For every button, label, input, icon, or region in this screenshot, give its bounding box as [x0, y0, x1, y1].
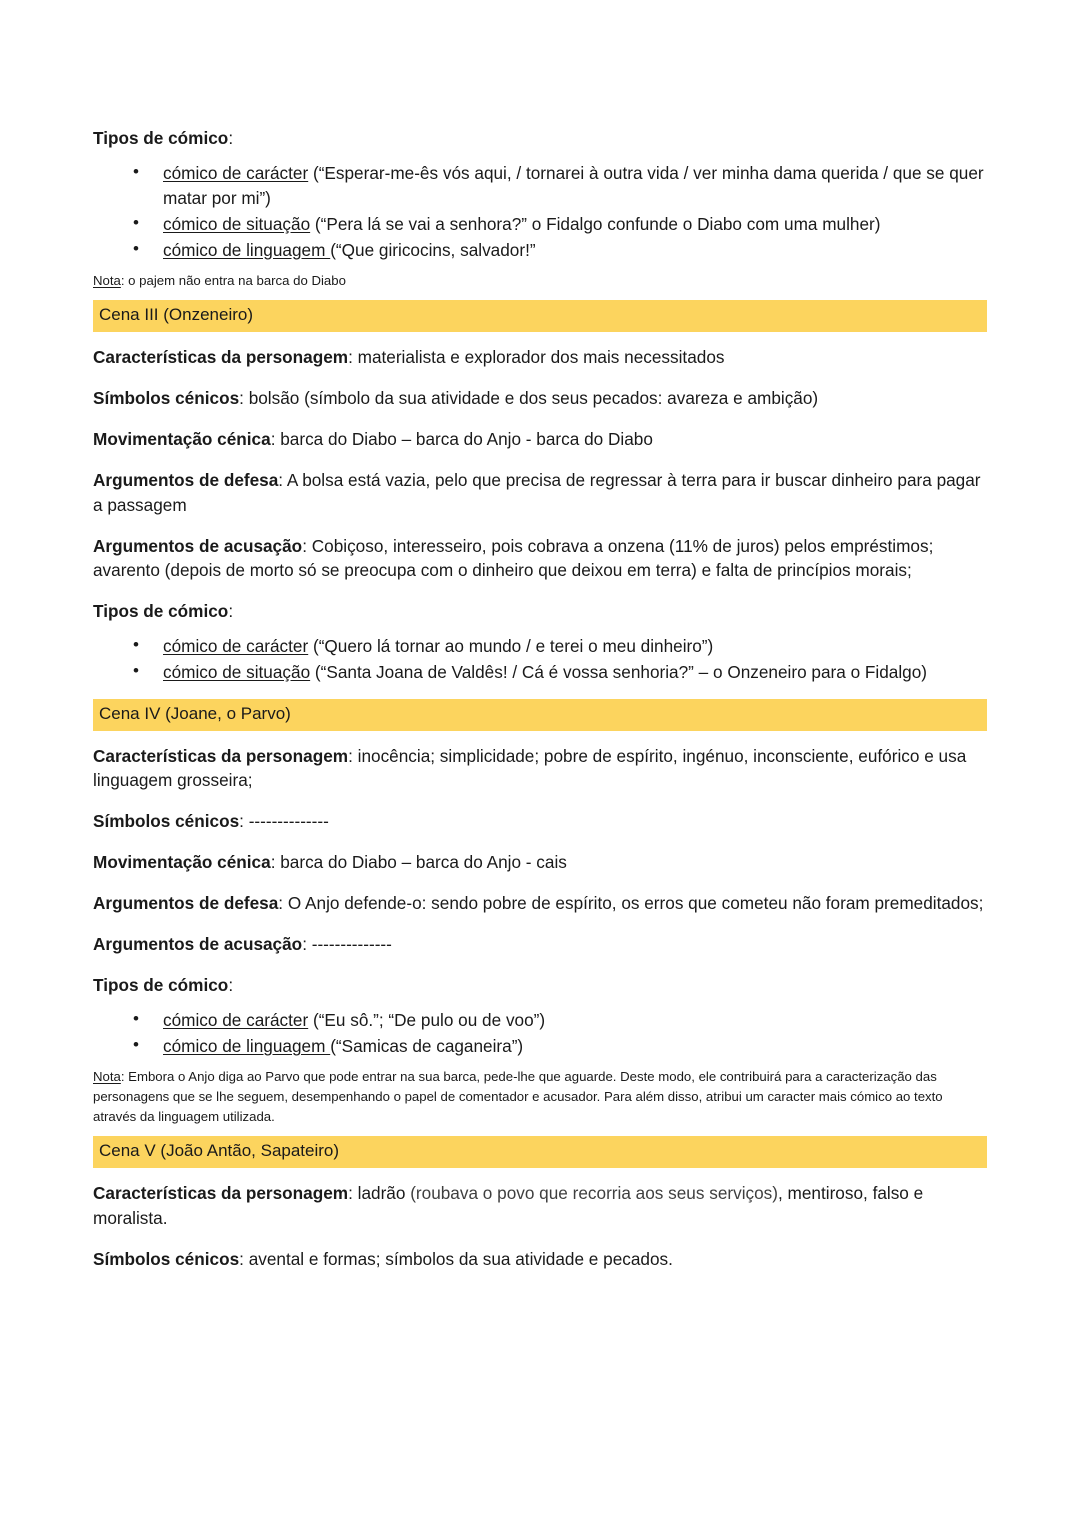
intro-comic-types-label: [93, 126, 989, 151]
field-label: Símbolos cénicos: [93, 1248, 240, 1269]
comic-quote: (“Santa Joana de Valdês! / Cá é vossa senhoria?” – o Onzeneiro para o Fidalgo): [310, 662, 928, 683]
list-item: [93, 161, 989, 211]
comic-term: cómico de linguagem: [163, 1036, 331, 1057]
field-label: Símbolos cénicos: [93, 811, 240, 832]
field-value: : barca do Diabo – barca do Anjo - barca do Diabo: [270, 428, 653, 449]
field-label: Características da personagem: [93, 346, 349, 367]
nota-text: : o pajem não entra na barca do Diabo: [120, 272, 346, 288]
field-caracteristicas-cena-v: [93, 1181, 989, 1231]
comic-quote: (“Samicas de caganeira”): [330, 1036, 524, 1057]
field-value: : A bolsa está vazia, pelo que precisa de regressar à terra para ir buscar dinheiro para pagar a passagem: [93, 469, 981, 515]
field-simbolos-cena-iii: [93, 386, 989, 411]
list-item: [93, 238, 989, 263]
field-value-post: , mentiroso, falso e moralista.: [93, 1182, 924, 1228]
comic-term: cómico de situação: [163, 213, 311, 234]
field-label: Argumentos de acusação: [93, 535, 303, 556]
field-value: : O Anjo defende-o: sendo pobre de espírito, os erros que cometeu não foram premeditados;: [278, 893, 984, 914]
field-caracteristicas-cena-iv: [93, 744, 989, 794]
field-label: Símbolos cénicos: [93, 387, 240, 408]
cena-iv-comic-types-list: [93, 1008, 989, 1059]
comic-term: cómico de situação: [163, 662, 311, 683]
list-item: [93, 1008, 989, 1033]
field-value-parenthetical: (roubava o povo que recorria aos seus serviços): [410, 1182, 778, 1203]
nota-text: : Embora o Anjo diga ao Parvo que pode entrar na sua barca, pede-lhe que aguarde. Deste modo, ele contribuirá para a caracterização das personagens que se lhe seguem, desempenhando o papel de comentador e acusador. Para além disso, atribui um caracter mais cómico ao texto através da linguagem utilizada.: [93, 1068, 943, 1124]
intro-comic-types-text: Tipos de cómico: [93, 128, 229, 148]
comic-quote: (“Esperar-me-ês vós aqui, / tornarei à outra vida / ver minha dama querida / que se quer matar por mi”): [163, 162, 984, 208]
list-item: [93, 660, 989, 685]
comic-quote: (“Que giricocins, salvador!”: [330, 239, 536, 260]
field-value: : barca do Diabo – barca do Anjo - cais: [270, 852, 567, 873]
comic-term: cómico de linguagem: [163, 239, 331, 260]
comic-term: cómico de carácter: [163, 162, 309, 183]
field-label: Movimentação cénica: [93, 428, 271, 449]
field-movimentacao-cena-iv: [93, 850, 989, 875]
nota-label: Nota: [93, 1068, 121, 1084]
field-simbolos-cena-iv: [93, 809, 989, 834]
field-label: Movimentação cénica: [93, 852, 271, 873]
field-label: Argumentos de defesa: [93, 469, 279, 490]
field-defesa-cena-iii: [93, 468, 989, 518]
field-acusacao-cena-iv: [93, 932, 989, 957]
nota-label: Nota: [93, 272, 121, 288]
comic-types-text: Tipos de cómico: [93, 975, 229, 996]
field-caracteristicas-cena-iii: [93, 345, 989, 370]
intro-comic-types-list: [93, 161, 989, 263]
field-label: Características da personagem: [93, 1182, 349, 1203]
field-label: Argumentos de defesa: [93, 893, 279, 914]
document-content: [93, 126, 989, 1288]
intro-nota: [93, 271, 989, 291]
field-value: : materialista e explorador dos mais necessitados: [348, 346, 725, 367]
comic-types-text: Tipos de cómico: [93, 601, 229, 622]
list-item: [93, 1034, 989, 1059]
field-value: : --------------: [302, 934, 392, 955]
field-value: : avental e formas; símbolos da sua atividade e pecados.: [239, 1248, 673, 1269]
scene-heading-cena-iii: Cena III (Onzeneiro): [93, 300, 987, 331]
field-value-pre: : ladrão: [348, 1182, 411, 1203]
comic-quote: (“Quero lá tornar ao mundo / e terei o meu dinheiro”): [308, 636, 714, 657]
field-value: : --------------: [239, 811, 329, 832]
field-label: Argumentos de acusação: [93, 934, 303, 955]
comic-quote: (“Eu sô.”; “De pulo ou de voo”): [308, 1010, 546, 1031]
list-item: [93, 212, 989, 237]
intro-comic-types-colon: :: [228, 128, 234, 148]
field-label: Características da personagem: [93, 745, 349, 766]
field-defesa-cena-iv: [93, 891, 989, 916]
field-acusacao-cena-iii: [93, 534, 989, 584]
field-movimentacao-cena-iii: [93, 427, 989, 452]
field-value: : bolsão (símbolo da sua atividade e dos seus pecados: avareza e ambição): [239, 387, 819, 408]
field-simbolos-cena-v: [93, 1247, 989, 1272]
comic-types-colon: :: [228, 601, 234, 622]
comic-term: cómico de carácter: [163, 1010, 309, 1031]
cena-iii-comic-types-list: [93, 634, 989, 685]
cena-iv-nota: [93, 1067, 989, 1126]
field-value: : inocência; simplicidade; pobre de espírito, ingénuo, inconsciente, eufórico e usa linguagem grosseira;: [93, 745, 967, 791]
comic-quote: (“Pera lá se vai a senhora?” o Fidalgo confunde o Diabo com uma mulher): [310, 213, 881, 234]
field-value: : Cobiçoso, interesseiro, pois cobrava a onzena (11% de juros) pelos empréstimos; avarento (depois de morto só se preocupa com o dinheiro que deixou em terra) e falta de princípios morais;: [93, 535, 934, 581]
comic-term: cómico de carácter: [163, 636, 309, 657]
comic-types-colon: :: [228, 975, 234, 996]
list-item: [93, 634, 989, 659]
scene-heading-cena-iv: Cena IV (Joane, o Parvo): [93, 699, 987, 730]
scene-heading-cena-v: Cena V (João Antão, Sapateiro): [93, 1136, 987, 1167]
cena-iv-comic-types-label: [93, 973, 989, 998]
cena-iii-comic-types-label: [93, 599, 989, 624]
